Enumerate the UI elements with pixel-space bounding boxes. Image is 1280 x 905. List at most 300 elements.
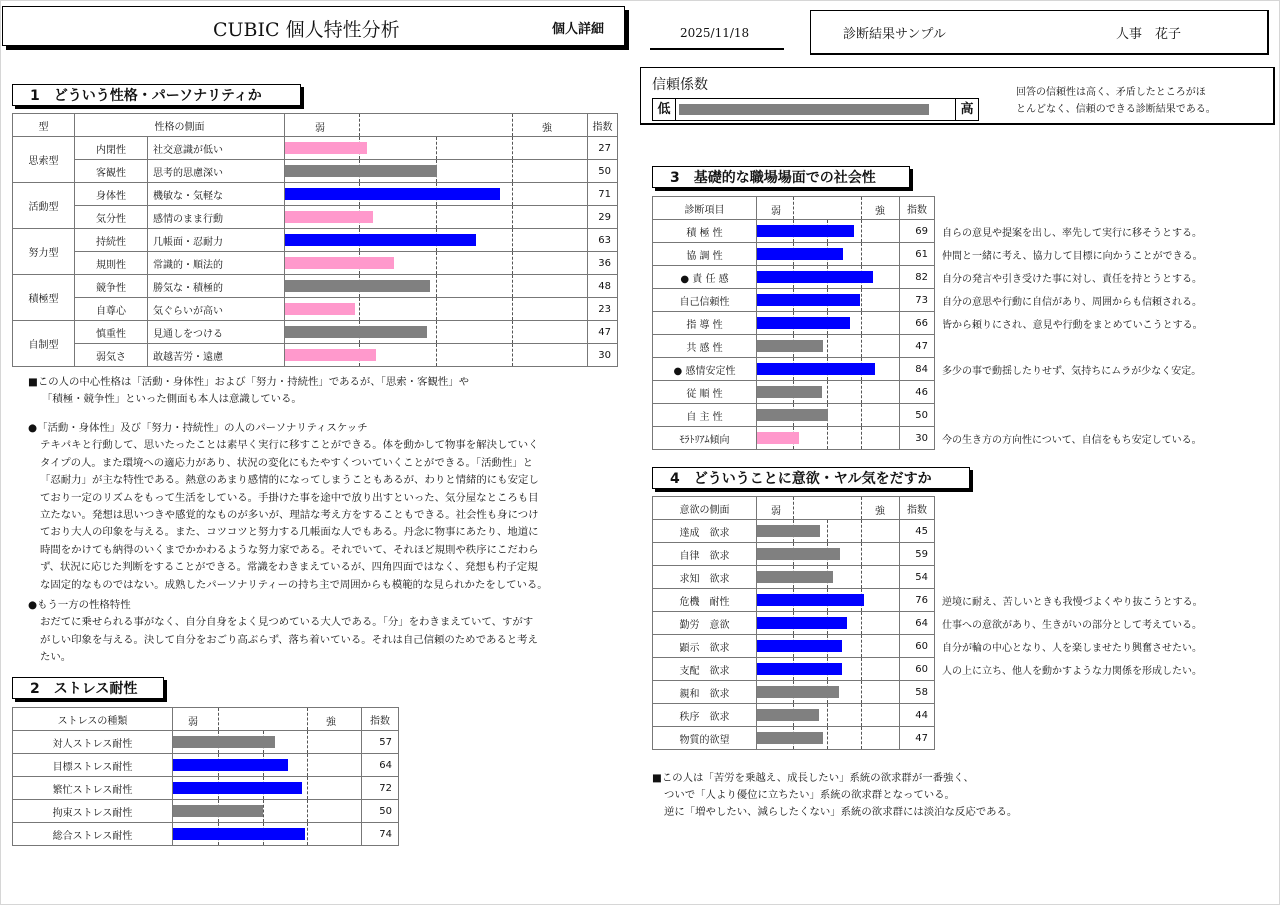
item-label: 勤労 意欲 <box>653 612 757 635</box>
bar-cell <box>285 252 588 275</box>
index-cell: 27 <box>588 137 618 160</box>
score-bar <box>757 709 819 721</box>
item-label: ﾓﾗﾄﾘｱﾑ傾向 <box>653 427 757 450</box>
desc-cell: 常識的・順法的 <box>148 252 285 275</box>
score-bar <box>757 594 864 606</box>
index-cell: 30 <box>900 427 935 450</box>
aspect-cell: 気分性 <box>75 206 148 229</box>
other-title: ●もう一方の性格特性 <box>28 599 131 611</box>
score-bar <box>757 409 828 421</box>
reliability-box <box>640 67 1275 125</box>
index-cell: 30 <box>588 344 618 367</box>
index-cell: 36 <box>588 252 618 275</box>
index-cell: 84 <box>900 358 935 381</box>
title-box <box>2 6 625 46</box>
type-cell: 思索型 <box>13 137 75 183</box>
sketch-line: タイプの人。また環境への適応力があり、状況の変化にもたやすくついていくことができる。「活動性」と <box>40 456 534 469</box>
desc-cell: 几帳面・忍耐力 <box>148 229 285 252</box>
grid-line <box>861 312 862 334</box>
index-cell: 48 <box>588 275 618 298</box>
score-bar <box>285 188 500 200</box>
index-cell: 23 <box>588 298 618 321</box>
row-comment: 多少の事で動揺したりせず、気持ちにムラが少なく安定。 <box>942 366 1202 377</box>
index-header: 指数 <box>362 708 399 731</box>
row-comment: 逆境に耐え、苦しいときも我慢づよくやり抜こうとする。 <box>942 597 1203 608</box>
table-row <box>13 800 399 823</box>
score-bar <box>285 234 476 246</box>
grid-line <box>861 335 862 357</box>
section4-title: 4 どういうことに意欲・ヤル気をだすか <box>652 467 970 489</box>
weak-label: 弱 <box>315 123 325 134</box>
aspect-cell: 内閉性 <box>75 137 148 160</box>
social-header-row <box>653 197 935 220</box>
grid-line <box>436 298 437 320</box>
table-row <box>653 358 935 381</box>
index-cell: 63 <box>588 229 618 252</box>
aspect-cell: 弱気さ <box>75 344 148 367</box>
grid-line <box>861 520 862 542</box>
type-cell: 活動型 <box>13 183 75 229</box>
grid-line <box>436 344 437 366</box>
report-subtitle: 個人詳細 <box>552 22 605 37</box>
grid-line <box>861 681 862 703</box>
grid-line <box>861 727 862 749</box>
item-label: 自己信頼性 <box>653 289 757 312</box>
grid-line <box>861 197 862 219</box>
bar-cell <box>173 731 362 754</box>
grid-line <box>512 344 513 366</box>
item-header: 意欲の側面 <box>653 497 757 520</box>
weak-label: 弱 <box>771 206 781 217</box>
table-row <box>13 777 399 800</box>
name-box <box>810 10 1269 55</box>
desc-cell: 感情のまま行動 <box>148 206 285 229</box>
table-row <box>653 427 935 450</box>
score-bar <box>757 548 840 560</box>
item-header: 診断項目 <box>653 197 757 220</box>
type-cell: 努力型 <box>13 229 75 275</box>
grid-line <box>827 704 828 726</box>
grid-line <box>861 220 862 242</box>
desc-cell: 見通しをつける <box>148 321 285 344</box>
item-label: 協 調 性 <box>653 243 757 266</box>
desc-cell: 勝気な・積極的 <box>148 275 285 298</box>
summary-line: ■この人の中心性格は「活動・身体性」および「努力・持続性」であるが、「思索・客観性」や <box>28 376 470 388</box>
desc-cell: 敢越苦労・遠慮 <box>148 344 285 367</box>
bar-cell <box>757 312 900 335</box>
score-bar <box>285 165 437 177</box>
grid-line <box>436 137 437 159</box>
section2-title: 2 ストレス耐性 <box>12 677 164 699</box>
index-cell: 50 <box>588 160 618 183</box>
grid-line <box>512 252 513 274</box>
table-row <box>653 704 935 727</box>
grid-line <box>793 497 794 519</box>
motivation-summary-line: ついで「人より優位に立ちたい」系統の欲求群となっている。 <box>664 789 955 801</box>
desc-cell: 社交意識が低い <box>148 137 285 160</box>
item-label: 支配 欲求 <box>653 658 757 681</box>
reliability-text-line: 回答の信頼性は高く、矛盾したところがほ <box>1016 87 1206 98</box>
index-cell: 47 <box>900 335 935 358</box>
bar-cell <box>285 229 588 252</box>
grid-line <box>307 800 308 822</box>
table-row <box>13 754 399 777</box>
index-cell: 50 <box>362 800 399 823</box>
item-label: 自 主 性 <box>653 404 757 427</box>
score-bar <box>173 782 302 794</box>
bar-cell <box>757 520 900 543</box>
bar-cell <box>757 220 900 243</box>
item-label: 従 順 性 <box>653 381 757 404</box>
sketch-line: 時間をかけても納得のいくまでかかわるような努力家である。それでいて、それほど規則や秩序にこだわら <box>40 543 539 556</box>
bar-cell <box>173 800 362 823</box>
summary-line: 「積極・競争性」といった側面も本人は意識している。 <box>42 393 302 406</box>
table-row <box>653 220 935 243</box>
bar-cell <box>285 321 588 344</box>
index-cell: 54 <box>900 566 935 589</box>
item-label: 物質的欲望 <box>653 727 757 750</box>
item-label: 求知 欲求 <box>653 566 757 589</box>
aspect-cell: 規則性 <box>75 252 148 275</box>
bar-cell <box>757 566 900 589</box>
desc-cell: 気ぐらいが高い <box>148 298 285 321</box>
grid-line <box>512 114 513 136</box>
table-row <box>653 520 935 543</box>
aspect-cell: 慎重性 <box>75 321 148 344</box>
summary-block <box>28 374 469 409</box>
index-cell: 60 <box>900 635 935 658</box>
row-comment: 自らの意見や提案を出し、率先して実行に移そうとする。 <box>942 228 1202 239</box>
index-cell: 47 <box>588 321 618 344</box>
table-row <box>653 658 935 681</box>
type-cell: 自制型 <box>13 321 75 367</box>
grid-line <box>512 275 513 297</box>
grid-line <box>263 800 264 822</box>
stress-label: 対人ストレス耐性 <box>13 731 173 754</box>
bar-cell <box>757 381 900 404</box>
index-cell: 72 <box>362 777 399 800</box>
grid-line <box>512 183 513 205</box>
sketch-line: ず、状況に応じた判断をすることができる。常識をわきまえているが、四角四面ではなく、発想も杓子定規 <box>40 561 538 574</box>
strong-label: 強 <box>875 506 885 517</box>
table-row <box>653 289 935 312</box>
table-row <box>13 344 618 367</box>
grid-line <box>861 566 862 588</box>
index-cell: 69 <box>900 220 935 243</box>
item-label: 危機 耐性 <box>653 589 757 612</box>
bar-cell <box>757 427 900 450</box>
grid-line <box>861 404 862 426</box>
bar-cell <box>757 612 900 635</box>
item-label: 達成 欲求 <box>653 520 757 543</box>
table-row <box>653 566 935 589</box>
weak-label: 弱 <box>188 717 198 728</box>
grid-line <box>827 427 828 449</box>
index-cell: 66 <box>900 312 935 335</box>
table-row <box>653 543 935 566</box>
grid-line <box>359 114 360 136</box>
row-comment: 自分の意思や行動に自信があり、周囲からも信頼される。 <box>942 297 1202 308</box>
other-line: がしい印象を与える。決して自分をおごり高ぶらず、落ち着いている。それは自己信頼のためであると考え <box>40 633 538 646</box>
table-row <box>13 298 618 321</box>
table-row <box>13 206 618 229</box>
bar-cell <box>173 823 362 846</box>
aspect-cell: 客観性 <box>75 160 148 183</box>
section1-title: 1 どういう性格・パーソナリティか <box>12 84 301 106</box>
grid-line <box>307 823 308 845</box>
index-cell: 46 <box>900 381 935 404</box>
bar-cell <box>285 344 588 367</box>
score-bar <box>285 142 367 154</box>
strong-label: 強 <box>326 717 336 728</box>
grid-line <box>861 381 862 403</box>
row-comment: 自分の発言や引き受けた事に対し、責任を持とうとする。 <box>942 274 1202 285</box>
grid-line <box>307 708 308 730</box>
score-bar <box>757 732 823 744</box>
bar-cell <box>757 335 900 358</box>
score-bar <box>757 525 820 537</box>
grid-line <box>861 497 862 519</box>
bar-cell <box>285 137 588 160</box>
index-cell: 73 <box>900 289 935 312</box>
index-cell: 61 <box>900 243 935 266</box>
scale-header <box>757 497 900 520</box>
index-cell: 64 <box>900 612 935 635</box>
stress-label: 総合ストレス耐性 <box>13 823 173 846</box>
sketch-line: 「忍耐力」が主な特性である。熱意のあまり感情的になってしまうこともあるが、わりと情緒的にも安定し <box>40 474 539 487</box>
table-row <box>653 381 935 404</box>
motivation-table <box>652 496 935 750</box>
grid-line <box>359 298 360 320</box>
score-bar <box>757 571 833 583</box>
score-bar <box>757 617 847 629</box>
grid-line <box>307 754 308 776</box>
reliability-title: 信頼係数 <box>652 77 708 93</box>
other-text <box>28 614 538 666</box>
index-cell: 47 <box>900 727 935 750</box>
score-bar <box>173 736 275 748</box>
personality-table <box>12 113 618 367</box>
aspect-cell: 自尊心 <box>75 298 148 321</box>
sketch-title: ●「活動・身体性」及び「努力・持続性」の人のパーソナリティスケッチ <box>28 422 368 434</box>
bar-cell <box>757 681 900 704</box>
sketch-block <box>28 420 548 594</box>
stress-label: 目標ストレス耐性 <box>13 754 173 777</box>
grid-line <box>436 252 437 274</box>
grid-line <box>861 704 862 726</box>
stress-type-header: ストレスの種類 <box>13 708 173 731</box>
low-label: 低 <box>653 99 676 120</box>
grid-line <box>793 197 794 219</box>
score-bar <box>173 828 305 840</box>
index-cell: 45 <box>900 520 935 543</box>
weak-label: 弱 <box>771 506 781 517</box>
grid-line <box>827 727 828 749</box>
bar-cell <box>757 404 900 427</box>
index-cell: 71 <box>588 183 618 206</box>
type-header: 型 <box>13 114 75 137</box>
personality-header-row <box>13 114 618 137</box>
item-label: 共 感 性 <box>653 335 757 358</box>
grid-line <box>436 321 437 343</box>
item-label: 積 極 性 <box>653 220 757 243</box>
stress-label: 繁忙ストレス耐性 <box>13 777 173 800</box>
score-bar <box>757 225 854 237</box>
score-bar <box>285 257 394 269</box>
motivation-summary-line: 逆に「増やしたい、減らしたくない」系統の欲求群には淡泊な反応である。 <box>664 806 1018 818</box>
row-comment: 自分が輪の中心となり、人を楽しませたり興奮させたい。 <box>942 643 1202 654</box>
section3-title: 3 基礎的な職場場面での社会性 <box>652 166 910 188</box>
table-row <box>13 183 618 206</box>
index-cell: 74 <box>362 823 399 846</box>
other-line: たい。 <box>40 651 72 664</box>
table-row <box>13 275 618 298</box>
index-header: 指数 <box>588 114 618 137</box>
table-row <box>653 635 935 658</box>
table-row <box>653 266 935 289</box>
table-row <box>653 312 935 335</box>
sketch-line: ており一定のリズムをもって生活をしている。手掛けた事を途中で放り出すといった、気分屋なところも目 <box>40 491 539 504</box>
index-cell: 29 <box>588 206 618 229</box>
table-row <box>653 404 935 427</box>
item-label: ● 責 任 感 <box>653 266 757 289</box>
grid-line <box>512 229 513 251</box>
item-label: 秩序 欲求 <box>653 704 757 727</box>
reliability-text <box>1016 84 1256 118</box>
bar-cell <box>285 298 588 321</box>
index-cell: 44 <box>900 704 935 727</box>
score-bar <box>757 640 842 652</box>
grid-line <box>861 658 862 680</box>
score-bar <box>757 317 850 329</box>
index-cell: 64 <box>362 754 399 777</box>
date-underline <box>650 48 784 50</box>
bar-cell <box>285 160 588 183</box>
score-bar <box>757 663 842 675</box>
score-bar <box>173 805 263 817</box>
bar-cell <box>757 358 900 381</box>
row-comment: 今の生き方の方向性について、自信をもち安定している。 <box>942 435 1202 446</box>
table-row <box>13 321 618 344</box>
index-cell: 76 <box>900 589 935 612</box>
grid-line <box>861 612 862 634</box>
grid-line <box>512 137 513 159</box>
grid-line <box>827 381 828 403</box>
item-label: 親和 欲求 <box>653 681 757 704</box>
table-row <box>13 731 399 754</box>
table-row <box>653 243 935 266</box>
bar-cell <box>757 589 900 612</box>
score-bar <box>285 303 355 315</box>
table-row <box>13 229 618 252</box>
table-row <box>653 335 935 358</box>
sketch-line: な固定的なものではない。成熟したパーソナリティーの持ち主で周囲からも模範的な見られかたをしている。 <box>40 578 548 591</box>
grid-line <box>861 635 862 657</box>
index-cell: 59 <box>900 543 935 566</box>
grid-line <box>218 708 219 730</box>
scale-header <box>285 114 588 137</box>
bar-cell <box>285 206 588 229</box>
grid-line <box>307 777 308 799</box>
bar-cell <box>757 704 900 727</box>
bar-cell <box>757 266 900 289</box>
index-header: 指数 <box>900 497 935 520</box>
aspect-cell: 競争性 <box>75 275 148 298</box>
table-row <box>13 160 618 183</box>
sketch-line: テキパキと行動して、思いたったことは素早く実行に移すことができる。体を動かして物事を解決していく <box>40 439 539 452</box>
grid-line <box>861 289 862 311</box>
person-name: 人事 花子 <box>1116 27 1182 42</box>
score-bar <box>285 349 376 361</box>
grid-line <box>861 543 862 565</box>
row-comment: 仲間と一緒に考え、協力して目標に向かうことができる。 <box>942 251 1203 262</box>
score-bar <box>285 280 430 292</box>
row-comment: 皆から頼りにされ、意見や行動をまとめていこうとする。 <box>942 320 1203 331</box>
aspect-cell: 持続性 <box>75 229 148 252</box>
score-bar <box>757 686 839 698</box>
high-label: 高 <box>955 99 978 120</box>
item-label: 顕示 欲求 <box>653 635 757 658</box>
type-cell: 積極型 <box>13 275 75 321</box>
index-cell: 60 <box>900 658 935 681</box>
score-bar <box>757 432 799 444</box>
grid-line <box>827 335 828 357</box>
grid-line <box>827 520 828 542</box>
bar-cell <box>285 183 588 206</box>
score-bar <box>285 326 427 338</box>
score-bar <box>757 248 843 260</box>
bar-cell <box>757 635 900 658</box>
other-line: おだてに乗せられる事がなく、自分自身をよく見つめている大人である。「分」をわきまえていて、すがす <box>40 616 534 629</box>
item-label: 自律 欲求 <box>653 543 757 566</box>
score-bar <box>757 340 823 352</box>
grid-line <box>861 243 862 265</box>
aspect-header: 性格の側面 <box>75 114 285 137</box>
grid-line <box>512 206 513 228</box>
table-row <box>653 589 935 612</box>
table-row <box>13 137 618 160</box>
table-row <box>653 681 935 704</box>
index-cell: 58 <box>900 681 935 704</box>
motivation-summary-line: ■この人は「苦労を乗越え、成長したい」系統の欲求群が一番強く、 <box>652 772 974 784</box>
sketch-line: 立たない。発想は思いつきや感覚的なものが多いが、理詰な考え方をすることもできる。社会性も身につけ <box>40 509 539 522</box>
strong-label: 強 <box>542 123 552 134</box>
scale-header <box>757 197 900 220</box>
score-bar <box>285 211 373 223</box>
bar-cell <box>757 289 900 312</box>
grid-line <box>512 298 513 320</box>
index-cell: 82 <box>900 266 935 289</box>
bar-cell <box>757 543 900 566</box>
bar-cell <box>757 658 900 681</box>
reliability-fill <box>679 104 929 115</box>
bar-cell <box>757 243 900 266</box>
reliability-gauge <box>652 98 979 121</box>
desc-cell: 思考的思慮深い <box>148 160 285 183</box>
index-header: 指数 <box>900 197 935 220</box>
table-row <box>653 612 935 635</box>
other-trait-block <box>28 597 538 667</box>
row-comment: 仕事への意欲があり、生きがいの部分として考えている。 <box>942 620 1202 631</box>
report-title: CUBIC 個人特性分析 <box>213 19 400 41</box>
bar-cell <box>757 727 900 750</box>
social-table <box>652 196 935 450</box>
sketch-text <box>28 437 548 594</box>
reliability-text-line: とんどなく、信頼のできる診断結果である。 <box>1016 104 1216 115</box>
scale-header <box>173 708 362 731</box>
bar-cell <box>285 275 588 298</box>
stress-label: 拘束ストレス耐性 <box>13 800 173 823</box>
